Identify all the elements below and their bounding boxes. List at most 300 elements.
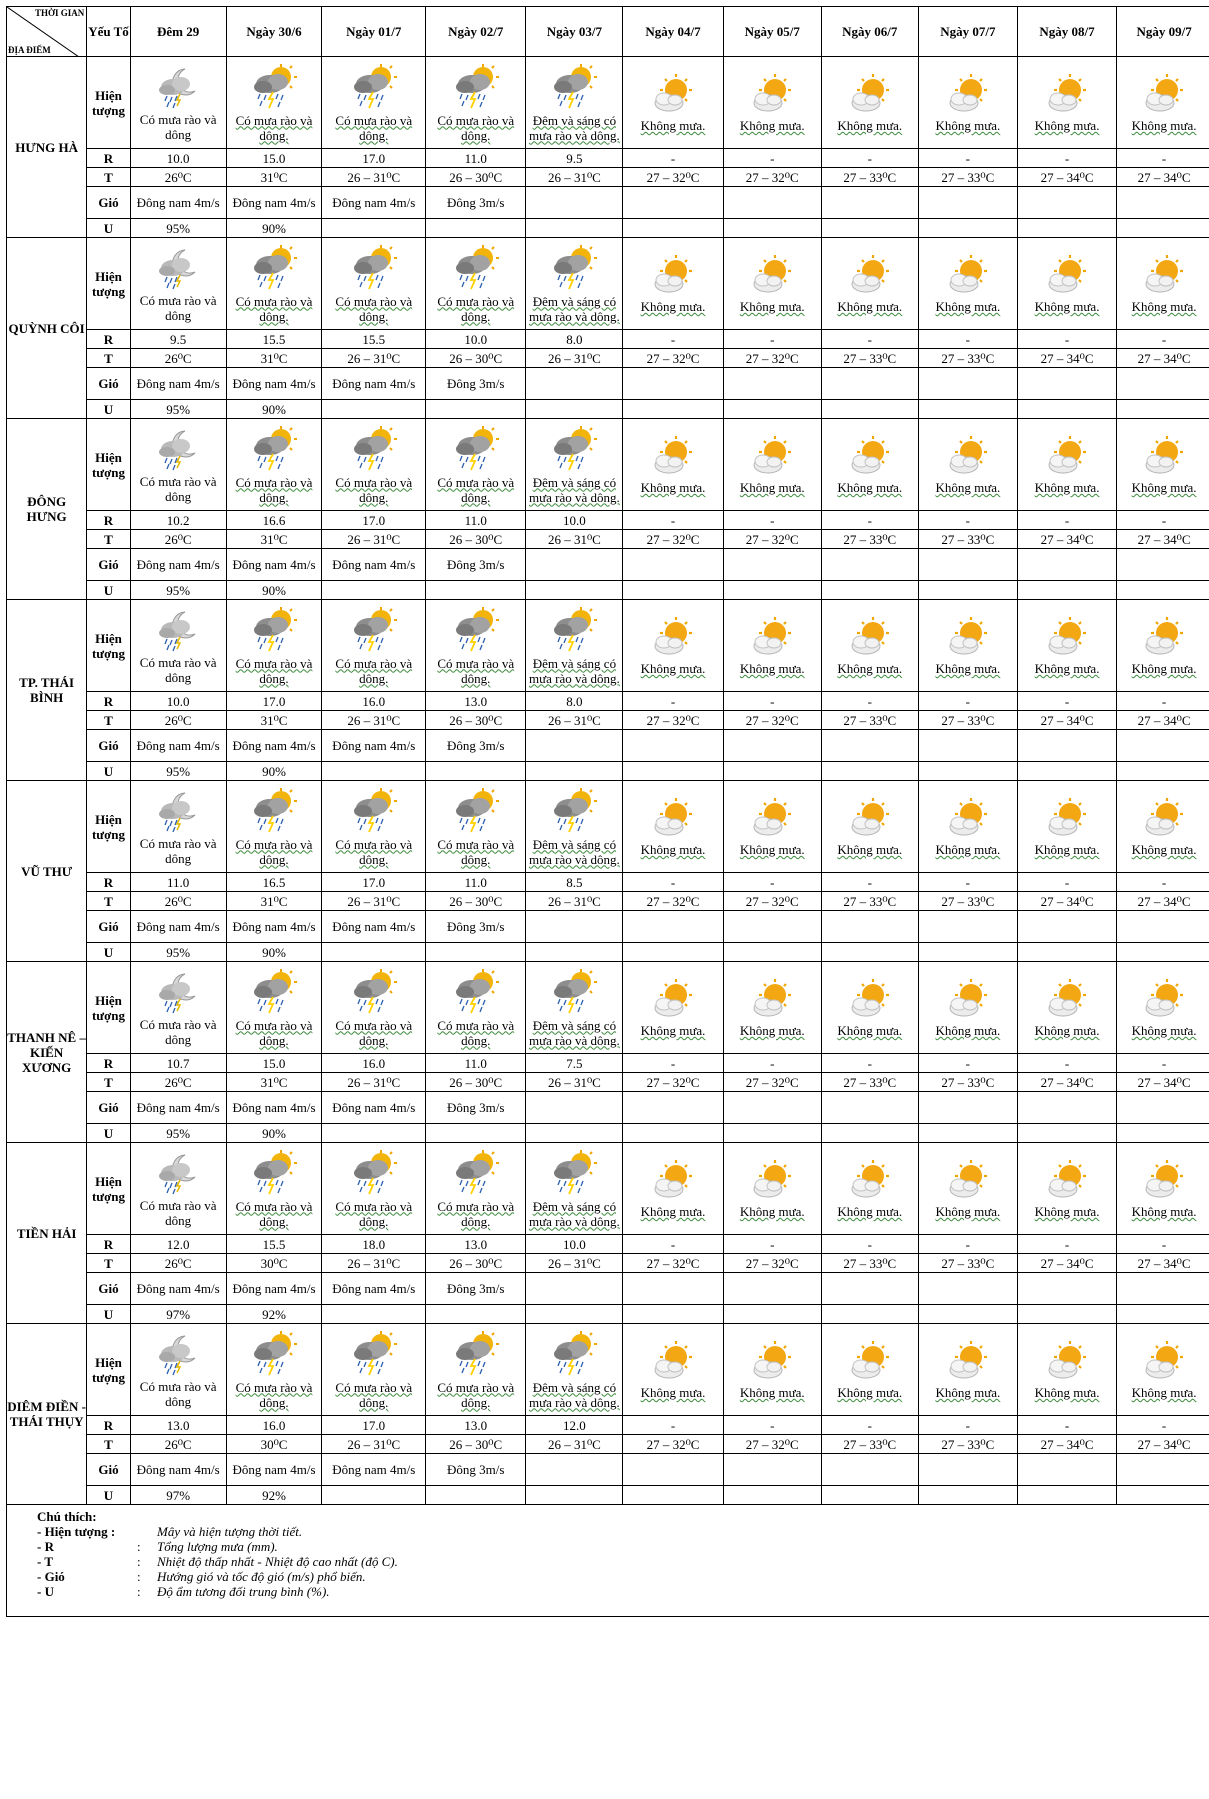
- rain-cell: -: [918, 692, 1017, 711]
- empty-cell: [623, 1305, 723, 1324]
- temp-cell: 26⁰C: [130, 892, 226, 911]
- temp-cell: 27 – 33⁰C: [821, 711, 918, 730]
- storm-icon: [426, 788, 525, 837]
- phenomenon-text: Không mưa.: [640, 299, 706, 314]
- rain-cell: -: [1117, 1054, 1209, 1073]
- empty-cell: [1117, 911, 1209, 943]
- rain-cell: 8.0: [526, 692, 623, 711]
- row-label-phenomenon: Hiện tượng: [87, 962, 130, 1054]
- night-rain-icon: [131, 246, 226, 293]
- phenomenon-text: Không mưa.: [739, 118, 805, 133]
- temp-cell: 26 – 31⁰C: [322, 530, 426, 549]
- phenomenon-cell: [130, 781, 226, 873]
- partly-sunny-icon: [1117, 1159, 1209, 1204]
- phenomenon-cell: [723, 1324, 821, 1416]
- empty-cell: [623, 219, 723, 238]
- empty-cell: [821, 730, 918, 762]
- partly-sunny-icon: [822, 616, 918, 661]
- temp-cell: 30⁰C: [226, 1254, 322, 1273]
- storm-icon: [322, 1331, 425, 1380]
- phenomenon-text: Có mưa rào và dông.: [437, 836, 515, 867]
- phenomenon-text: Không mưa.: [837, 480, 903, 495]
- partly-sunny-icon: [822, 1159, 918, 1204]
- empty-cell: [918, 549, 1017, 581]
- rain-cell: 15.5: [322, 330, 426, 349]
- phenomenon-text: Không mưa.: [1131, 118, 1197, 133]
- rain-row: [7, 1416, 1209, 1435]
- phenomenon-cell: [1117, 962, 1209, 1054]
- phenomenon-text: Có mưa rào và dông.: [235, 474, 313, 505]
- temp-cell: 27 – 34⁰C: [1117, 168, 1209, 187]
- partly-sunny-icon: [1018, 797, 1116, 842]
- rain-cell: 16.0: [226, 1416, 322, 1435]
- temp-cell: 27 – 34⁰C: [1017, 168, 1116, 187]
- storm-icon: [526, 607, 622, 656]
- empty-cell: [821, 187, 918, 219]
- partly-sunny-icon: [919, 616, 1017, 661]
- temp-cell: 26 – 31⁰C: [526, 530, 623, 549]
- wind-cell: Đông nam 4m/s: [130, 1092, 226, 1124]
- row-label-wind: Gió: [87, 1092, 130, 1124]
- phenomenon-cell: [723, 781, 821, 873]
- humidity-cell: 90%: [226, 400, 322, 419]
- temp-cell: 26 – 31⁰C: [526, 892, 623, 911]
- empty-cell: [322, 219, 426, 238]
- rain-cell: 10.0: [426, 330, 526, 349]
- empty-cell: [426, 581, 526, 600]
- empty-cell: [426, 1486, 526, 1505]
- wind-row: [7, 187, 1209, 219]
- rain-cell: -: [723, 330, 821, 349]
- row-label-humidity: U: [87, 1486, 130, 1505]
- wind-row: [7, 730, 1209, 762]
- legend-colon: :: [137, 1569, 141, 1584]
- temp-cell: 27 – 32⁰C: [723, 349, 821, 368]
- phenomenon-text: Có mưa rào và dông.: [335, 655, 413, 686]
- partly-sunny-icon: [919, 1159, 1017, 1204]
- empty-cell: [1117, 187, 1209, 219]
- temp-cell: 27 – 34⁰C: [1017, 711, 1116, 730]
- phenomenon-cell: [226, 1324, 322, 1416]
- partly-sunny-icon: [623, 797, 722, 842]
- rain-cell: 17.0: [322, 873, 426, 892]
- humidity-cell: 90%: [226, 1124, 322, 1143]
- rain-cell: 17.0: [226, 692, 322, 711]
- partly-sunny-icon: [724, 978, 821, 1023]
- phenomenon-cell: [426, 57, 526, 149]
- empty-cell: [1117, 943, 1209, 962]
- phenomenon-text: Có mưa rào và dông.: [335, 474, 413, 505]
- rain-cell: -: [723, 873, 821, 892]
- storm-icon: [526, 1331, 622, 1380]
- wind-cell: Đông nam 4m/s: [226, 368, 322, 400]
- temp-cell: 27 – 34⁰C: [1117, 892, 1209, 911]
- rain-cell: -: [623, 511, 723, 530]
- phenomenon-cell: [1017, 1324, 1116, 1416]
- row-label-temp: T: [87, 168, 130, 187]
- wind-cell: Đông nam 4m/s: [130, 1273, 226, 1305]
- partly-sunny-icon: [1117, 1340, 1209, 1385]
- phenomenon-cell: [1117, 238, 1209, 330]
- row-label-temp: T: [87, 1073, 130, 1092]
- humidity-row: [7, 400, 1209, 419]
- wind-cell: Đông nam 4m/s: [322, 549, 426, 581]
- row-label-humidity: U: [87, 762, 130, 781]
- phenomenon-text: Không mưa.: [1131, 1023, 1197, 1038]
- empty-cell: [918, 1124, 1017, 1143]
- rain-cell: 16.6: [226, 511, 322, 530]
- rain-cell: -: [623, 1235, 723, 1254]
- header-row: [7, 7, 1209, 57]
- partly-sunny-icon: [1018, 435, 1116, 480]
- phenomenon-cell: [821, 1143, 918, 1235]
- phenomenon-cell: [226, 962, 322, 1054]
- partly-sunny-icon: [919, 797, 1017, 842]
- phenomenon-text: Không mưa.: [837, 1023, 903, 1038]
- legend-colon: :: [137, 1554, 141, 1569]
- rain-cell: 13.0: [426, 692, 526, 711]
- empty-cell: [1017, 400, 1116, 419]
- empty-cell: [723, 762, 821, 781]
- temp-cell: 27 – 32⁰C: [623, 1254, 723, 1273]
- temp-cell: 27 – 34⁰C: [1117, 530, 1209, 549]
- humidity-cell: 92%: [226, 1486, 322, 1505]
- location-name: VŨ THƯ: [7, 781, 87, 962]
- empty-cell: [821, 400, 918, 419]
- phenomenon-cell: [526, 600, 623, 692]
- temp-cell: 27 – 32⁰C: [723, 1254, 821, 1273]
- day-header: Ngày 01/7: [322, 7, 426, 57]
- row-label-phenomenon: Hiện tượng: [87, 1324, 130, 1416]
- rain-cell: -: [623, 1054, 723, 1073]
- partly-sunny-icon: [1117, 616, 1209, 661]
- empty-cell: [821, 1124, 918, 1143]
- day-header: Ngày 05/7: [723, 7, 821, 57]
- humidity-cell: 95%: [130, 581, 226, 600]
- wind-cell: Đông nam 4m/s: [322, 187, 426, 219]
- phenomenon-cell: [526, 57, 623, 149]
- phenomenon-cell: [130, 238, 226, 330]
- empty-cell: [821, 1273, 918, 1305]
- wind-cell: Đông nam 4m/s: [226, 187, 322, 219]
- row-label-temp: T: [87, 530, 130, 549]
- phenomenon-text: Không mưa.: [1131, 661, 1197, 676]
- row-label-wind: Gió: [87, 911, 130, 943]
- storm-icon: [426, 1150, 525, 1199]
- partly-sunny-icon: [623, 254, 722, 299]
- phenomenon-text: Có mưa rào và dông: [139, 835, 217, 866]
- temp-cell: 27 – 32⁰C: [723, 168, 821, 187]
- rain-cell: 17.0: [322, 511, 426, 530]
- empty-cell: [723, 1305, 821, 1324]
- humidity-cell: 90%: [226, 762, 322, 781]
- rain-row: [7, 330, 1209, 349]
- row-label-phenomenon: Hiện tượng: [87, 419, 130, 511]
- phenomenon-text: Không mưa.: [1131, 480, 1197, 495]
- corner-place-label: ĐỊA ĐIỂM: [8, 45, 51, 55]
- rain-cell: 17.0: [322, 149, 426, 168]
- empty-cell: [1017, 549, 1116, 581]
- empty-cell: [526, 1305, 623, 1324]
- phenomenon-cell: [322, 419, 426, 511]
- empty-cell: [918, 219, 1017, 238]
- phenomenon-text: Không mưa.: [739, 1023, 805, 1038]
- temp-row: [7, 1254, 1209, 1273]
- wind-cell: Đông 3m/s: [426, 911, 526, 943]
- phenomenon-cell: [426, 419, 526, 511]
- rain-cell: 8.0: [526, 330, 623, 349]
- phenomenon-text: Không mưa.: [739, 299, 805, 314]
- phenomenon-text: Không mưa.: [1034, 299, 1100, 314]
- temp-cell: 26 – 30⁰C: [426, 168, 526, 187]
- phenomenon-text: Không mưa.: [739, 661, 805, 676]
- empty-cell: [821, 1305, 918, 1324]
- phenomenon-text: Không mưa.: [837, 1385, 903, 1400]
- storm-icon: [322, 1150, 425, 1199]
- phenomenon-text: Có mưa rào và dông.: [437, 474, 515, 505]
- phenomenon-text: Có mưa rào và dông: [139, 111, 217, 142]
- phenomenon-text: Đêm và sáng có mưa rào và dông.: [528, 1198, 620, 1229]
- phenomenon-cell: [426, 1143, 526, 1235]
- wind-cell: Đông nam 4m/s: [130, 1454, 226, 1486]
- temp-cell: 26 – 30⁰C: [426, 1073, 526, 1092]
- temp-cell: 27 – 34⁰C: [1017, 1073, 1116, 1092]
- rain-cell: -: [1117, 873, 1209, 892]
- humidity-cell: 90%: [226, 943, 322, 962]
- rain-cell: -: [623, 873, 723, 892]
- storm-icon: [227, 245, 322, 294]
- partly-sunny-icon: [919, 73, 1017, 118]
- phenomenon-text: Không mưa.: [837, 118, 903, 133]
- phenomenon-text: Có mưa rào và dông.: [235, 655, 313, 686]
- row-label-rain: R: [87, 692, 130, 711]
- day-header: Ngày 06/7: [821, 7, 918, 57]
- phenomenon-text: Đêm và sáng có mưa rào và dông.: [528, 474, 620, 505]
- phenomenon-cell: [322, 962, 426, 1054]
- row-label-rain: R: [87, 330, 130, 349]
- row-label-wind: Gió: [87, 730, 130, 762]
- rain-cell: 12.0: [526, 1416, 623, 1435]
- empty-cell: [1017, 581, 1116, 600]
- rain-cell: -: [623, 149, 723, 168]
- row-label-wind: Gió: [87, 549, 130, 581]
- temp-cell: 27 – 34⁰C: [1117, 1254, 1209, 1273]
- temp-cell: 26 – 31⁰C: [526, 1254, 623, 1273]
- partly-sunny-icon: [623, 978, 722, 1023]
- empty-cell: [723, 400, 821, 419]
- row-label-temp: T: [87, 1254, 130, 1273]
- temp-cell: 31⁰C: [226, 168, 322, 187]
- wind-row: [7, 1454, 1209, 1486]
- empty-cell: [1017, 1273, 1116, 1305]
- row-label-rain: R: [87, 873, 130, 892]
- empty-cell: [623, 730, 723, 762]
- rain-row: [7, 1235, 1209, 1254]
- temp-cell: 27 – 32⁰C: [623, 892, 723, 911]
- phenomenon-cell: [130, 419, 226, 511]
- empty-cell: [1117, 1092, 1209, 1124]
- partly-sunny-icon: [724, 616, 821, 661]
- empty-cell: [918, 943, 1017, 962]
- row-label-wind: Gió: [87, 187, 130, 219]
- phenomenon-text: Không mưa.: [935, 299, 1001, 314]
- empty-cell: [322, 943, 426, 962]
- rain-cell: -: [1017, 1235, 1116, 1254]
- phenomenon-text: Đêm và sáng có mưa rào và dông.: [528, 655, 620, 686]
- empty-cell: [1017, 368, 1116, 400]
- temp-cell: 27 – 34⁰C: [1117, 349, 1209, 368]
- empty-cell: [723, 581, 821, 600]
- wind-cell: Đông nam 4m/s: [322, 911, 426, 943]
- partly-sunny-icon: [623, 1159, 722, 1204]
- rain-cell: -: [1017, 511, 1116, 530]
- empty-cell: [821, 549, 918, 581]
- temp-cell: 27 – 33⁰C: [821, 530, 918, 549]
- night-rain-icon: [131, 65, 226, 112]
- phenomenon-cell: [1117, 57, 1209, 149]
- phenomenon-cell: [226, 57, 322, 149]
- phenomenon-text: Không mưa.: [837, 842, 903, 857]
- phenomenon-text: Không mưa.: [935, 661, 1001, 676]
- humidity-cell: 92%: [226, 1305, 322, 1324]
- empty-cell: [623, 762, 723, 781]
- empty-cell: [526, 368, 623, 400]
- wind-row: [7, 911, 1209, 943]
- temp-cell: 26 – 31⁰C: [322, 168, 426, 187]
- rain-cell: 16.5: [226, 873, 322, 892]
- legend-key: - U: [37, 1584, 54, 1599]
- phenomenon-cell: [322, 1324, 426, 1416]
- temp-cell: 26 – 31⁰C: [322, 711, 426, 730]
- night-rain-icon: [131, 608, 226, 655]
- empty-cell: [1017, 762, 1116, 781]
- empty-cell: [918, 1454, 1017, 1486]
- phenomenon-text: Không mưa.: [739, 1204, 805, 1219]
- empty-cell: [821, 581, 918, 600]
- storm-icon: [322, 969, 425, 1018]
- phenomenon-cell: [918, 1143, 1017, 1235]
- phenomenon-cell: [723, 1143, 821, 1235]
- empty-cell: [426, 400, 526, 419]
- empty-cell: [918, 1305, 1017, 1324]
- partly-sunny-icon: [822, 254, 918, 299]
- wind-cell: Đông nam 4m/s: [226, 1273, 322, 1305]
- rain-cell: -: [821, 873, 918, 892]
- partly-sunny-icon: [623, 616, 722, 661]
- partly-sunny-icon: [1018, 1159, 1116, 1204]
- row-label-rain: R: [87, 1416, 130, 1435]
- empty-cell: [723, 219, 821, 238]
- temp-cell: 26⁰C: [130, 1435, 226, 1454]
- temp-cell: 26⁰C: [130, 530, 226, 549]
- phenomenon-text: Không mưa.: [640, 118, 706, 133]
- temp-cell: 27 – 32⁰C: [623, 1435, 723, 1454]
- storm-icon: [526, 788, 622, 837]
- partly-sunny-icon: [623, 73, 722, 118]
- night-rain-icon: [131, 427, 226, 474]
- partly-sunny-icon: [1117, 254, 1209, 299]
- wind-cell: Đông nam 4m/s: [130, 549, 226, 581]
- empty-cell: [426, 1305, 526, 1324]
- empty-cell: [723, 1486, 821, 1505]
- empty-cell: [1117, 1305, 1209, 1324]
- temp-cell: 27 – 33⁰C: [821, 892, 918, 911]
- row-label-wind: Gió: [87, 1454, 130, 1486]
- phenomenon-text: Có mưa rào và dông.: [235, 293, 313, 324]
- rain-cell: -: [723, 1235, 821, 1254]
- humidity-cell: 97%: [130, 1486, 226, 1505]
- row-label-temp: T: [87, 349, 130, 368]
- phenomenon-cell: [322, 57, 426, 149]
- temp-cell: 30⁰C: [226, 1435, 322, 1454]
- humidity-cell: 95%: [130, 219, 226, 238]
- partly-sunny-icon: [1117, 435, 1209, 480]
- rain-cell: 13.0: [426, 1235, 526, 1254]
- partly-sunny-icon: [1018, 1340, 1116, 1385]
- empty-cell: [426, 1124, 526, 1143]
- partly-sunny-icon: [724, 73, 821, 118]
- phenomenon-cell: [918, 962, 1017, 1054]
- rain-cell: -: [1117, 1235, 1209, 1254]
- row-label-humidity: U: [87, 219, 130, 238]
- phenomenon-cell: [130, 962, 226, 1054]
- partly-sunny-icon: [919, 254, 1017, 299]
- row-label-humidity: U: [87, 943, 130, 962]
- partly-sunny-icon: [822, 1340, 918, 1385]
- row-label-rain: R: [87, 149, 130, 168]
- phenomenon-cell: [526, 962, 623, 1054]
- temp-cell: 31⁰C: [226, 1073, 322, 1092]
- rain-cell: 7.5: [526, 1054, 623, 1073]
- empty-cell: [918, 581, 1017, 600]
- wind-cell: Đông 3m/s: [426, 549, 526, 581]
- phenomenon-text: Có mưa rào và dông: [139, 1378, 217, 1409]
- partly-sunny-icon: [822, 978, 918, 1023]
- temp-cell: 27 – 34⁰C: [1017, 349, 1116, 368]
- rain-cell: 16.0: [322, 1054, 426, 1073]
- wind-cell: Đông nam 4m/s: [226, 1092, 322, 1124]
- rain-cell: 9.5: [130, 330, 226, 349]
- rain-cell: -: [1017, 692, 1116, 711]
- empty-cell: [526, 187, 623, 219]
- phenomenon-cell: [526, 781, 623, 873]
- temp-cell: 31⁰C: [226, 349, 322, 368]
- row-label-phenomenon: Hiện tượng: [87, 57, 130, 149]
- legend-key: - Gió: [37, 1569, 65, 1584]
- humidity-cell: 95%: [130, 762, 226, 781]
- empty-cell: [821, 943, 918, 962]
- wind-cell: Đông nam 4m/s: [226, 911, 322, 943]
- phenomenon-text: Có mưa rào và dông: [139, 654, 217, 685]
- phenomenon-text: Có mưa rào và dông: [139, 292, 217, 323]
- empty-cell: [623, 943, 723, 962]
- empty-cell: [918, 368, 1017, 400]
- phenomenon-cell: [226, 238, 322, 330]
- row-label-phenomenon: Hiện tượng: [87, 238, 130, 330]
- phenomenon-cell: [526, 419, 623, 511]
- row-label-rain: R: [87, 511, 130, 530]
- phenomenon-text: Không mưa.: [1034, 842, 1100, 857]
- phenomenon-cell: [226, 600, 322, 692]
- storm-icon: [322, 245, 425, 294]
- phenomenon-text: Đêm và sáng có mưa rào và dông.: [528, 293, 620, 324]
- wind-cell: Đông nam 4m/s: [322, 730, 426, 762]
- wind-cell: Đông nam 4m/s: [226, 549, 322, 581]
- legend-item: [37, 1569, 1209, 1584]
- rain-cell: -: [723, 149, 821, 168]
- phenomenon-text: Không mưa.: [935, 1023, 1001, 1038]
- forecast-table: [6, 6, 1209, 1505]
